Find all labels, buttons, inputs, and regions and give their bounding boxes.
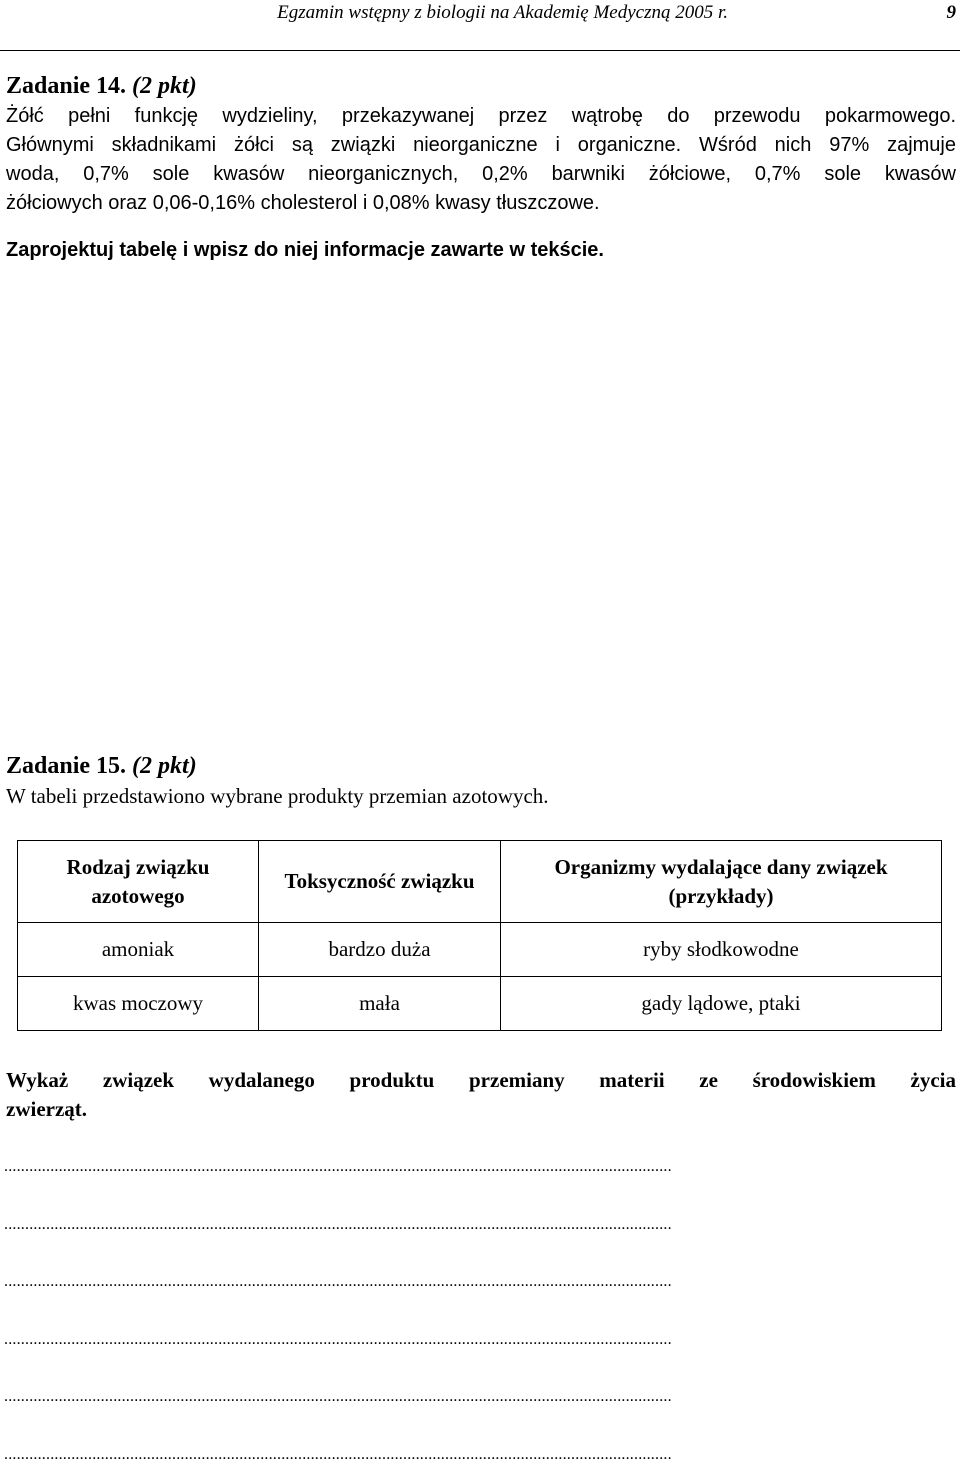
task-15-question-line-2: zwierząt.: [6, 1097, 88, 1121]
table-header-cell: Organizmy wydalające dany związek (przykłady): [501, 841, 942, 923]
answer-line[interactable]: ...............................................................................................................................................................: [4, 1388, 672, 1405]
page-number: 9: [946, 2, 956, 23]
task-14-text-line-3: woda, 0,7% sole kwasów nieorganicznych, 0,2% barwniki żółciowe, 0,7% sole kwasów: [6, 163, 956, 185]
table-row: [18, 923, 942, 977]
table-cell: gady lądowe, ptaki: [501, 977, 942, 1031]
answer-line[interactable]: ...............................................................................................................................................................: [4, 1158, 672, 1175]
task-14-instruction: Zaprojektuj tabelę i wpisz do niej informacje zawarte w tekście.: [6, 239, 604, 261]
header-title: Egzamin wstępny z biologii na Akademię Medyczną 2005 r.: [277, 2, 728, 23]
nitrogen-products-table: [17, 840, 942, 1031]
table-cell: amoniak: [18, 923, 259, 977]
task-14-points: (2 pkt): [132, 73, 197, 99]
task-15-points: (2 pkt): [132, 753, 197, 779]
table-cell: kwas moczowy: [18, 977, 259, 1031]
answer-line[interactable]: ...............................................................................................................................................................: [4, 1273, 672, 1290]
table-cell: mała: [259, 977, 501, 1031]
task-15-question: [6, 1066, 956, 1124]
task-15-intro: W tabeli przedstawiono wybrane produkty przemian azotowych.: [6, 784, 549, 808]
header-divider: [0, 50, 960, 51]
task-14-title: [6, 72, 956, 100]
task-14-text-line-2: Głównymi składnikami żółci są związki nieorganiczne i organiczne. Wśród nich 97% zajmuje: [6, 134, 956, 156]
task-14: [6, 72, 956, 265]
table-header-cell: Rodzaj związku azotowego: [18, 841, 259, 923]
table-cell: ryby słodkowodne: [501, 923, 942, 977]
table-header-row: [18, 841, 942, 923]
answer-line[interactable]: ...............................................................................................................................................................: [4, 1331, 672, 1348]
task-14-text-line-4: żółciowych oraz 0,06-0,16% cholesterol i 0,08% kwasy tłuszczowe.: [6, 192, 600, 214]
task-15-question-line-1: Wykaż związek wydalanego produktu przemiany materii ze środowiskiem życia: [6, 1068, 956, 1092]
table-cell: bardzo duża: [259, 923, 501, 977]
table-row: [18, 977, 942, 1031]
task-14-text-line-1: Żółć pełni funkcję wydzieliny, przekazywanej przez wątrobę do przewodu pokarmowego.: [6, 105, 956, 127]
answer-line[interactable]: ...............................................................................................................................................................: [4, 1446, 672, 1463]
task-15-title: [6, 752, 956, 780]
answer-line[interactable]: ...............................................................................................................................................................: [4, 1216, 672, 1233]
task-14-number: Zadanie 14.: [6, 73, 127, 99]
task-15-number: Zadanie 15.: [6, 753, 127, 779]
table-header-cell: Toksyczność związku: [259, 841, 501, 923]
task-15: [6, 752, 956, 811]
page-header: [0, 0, 960, 52]
